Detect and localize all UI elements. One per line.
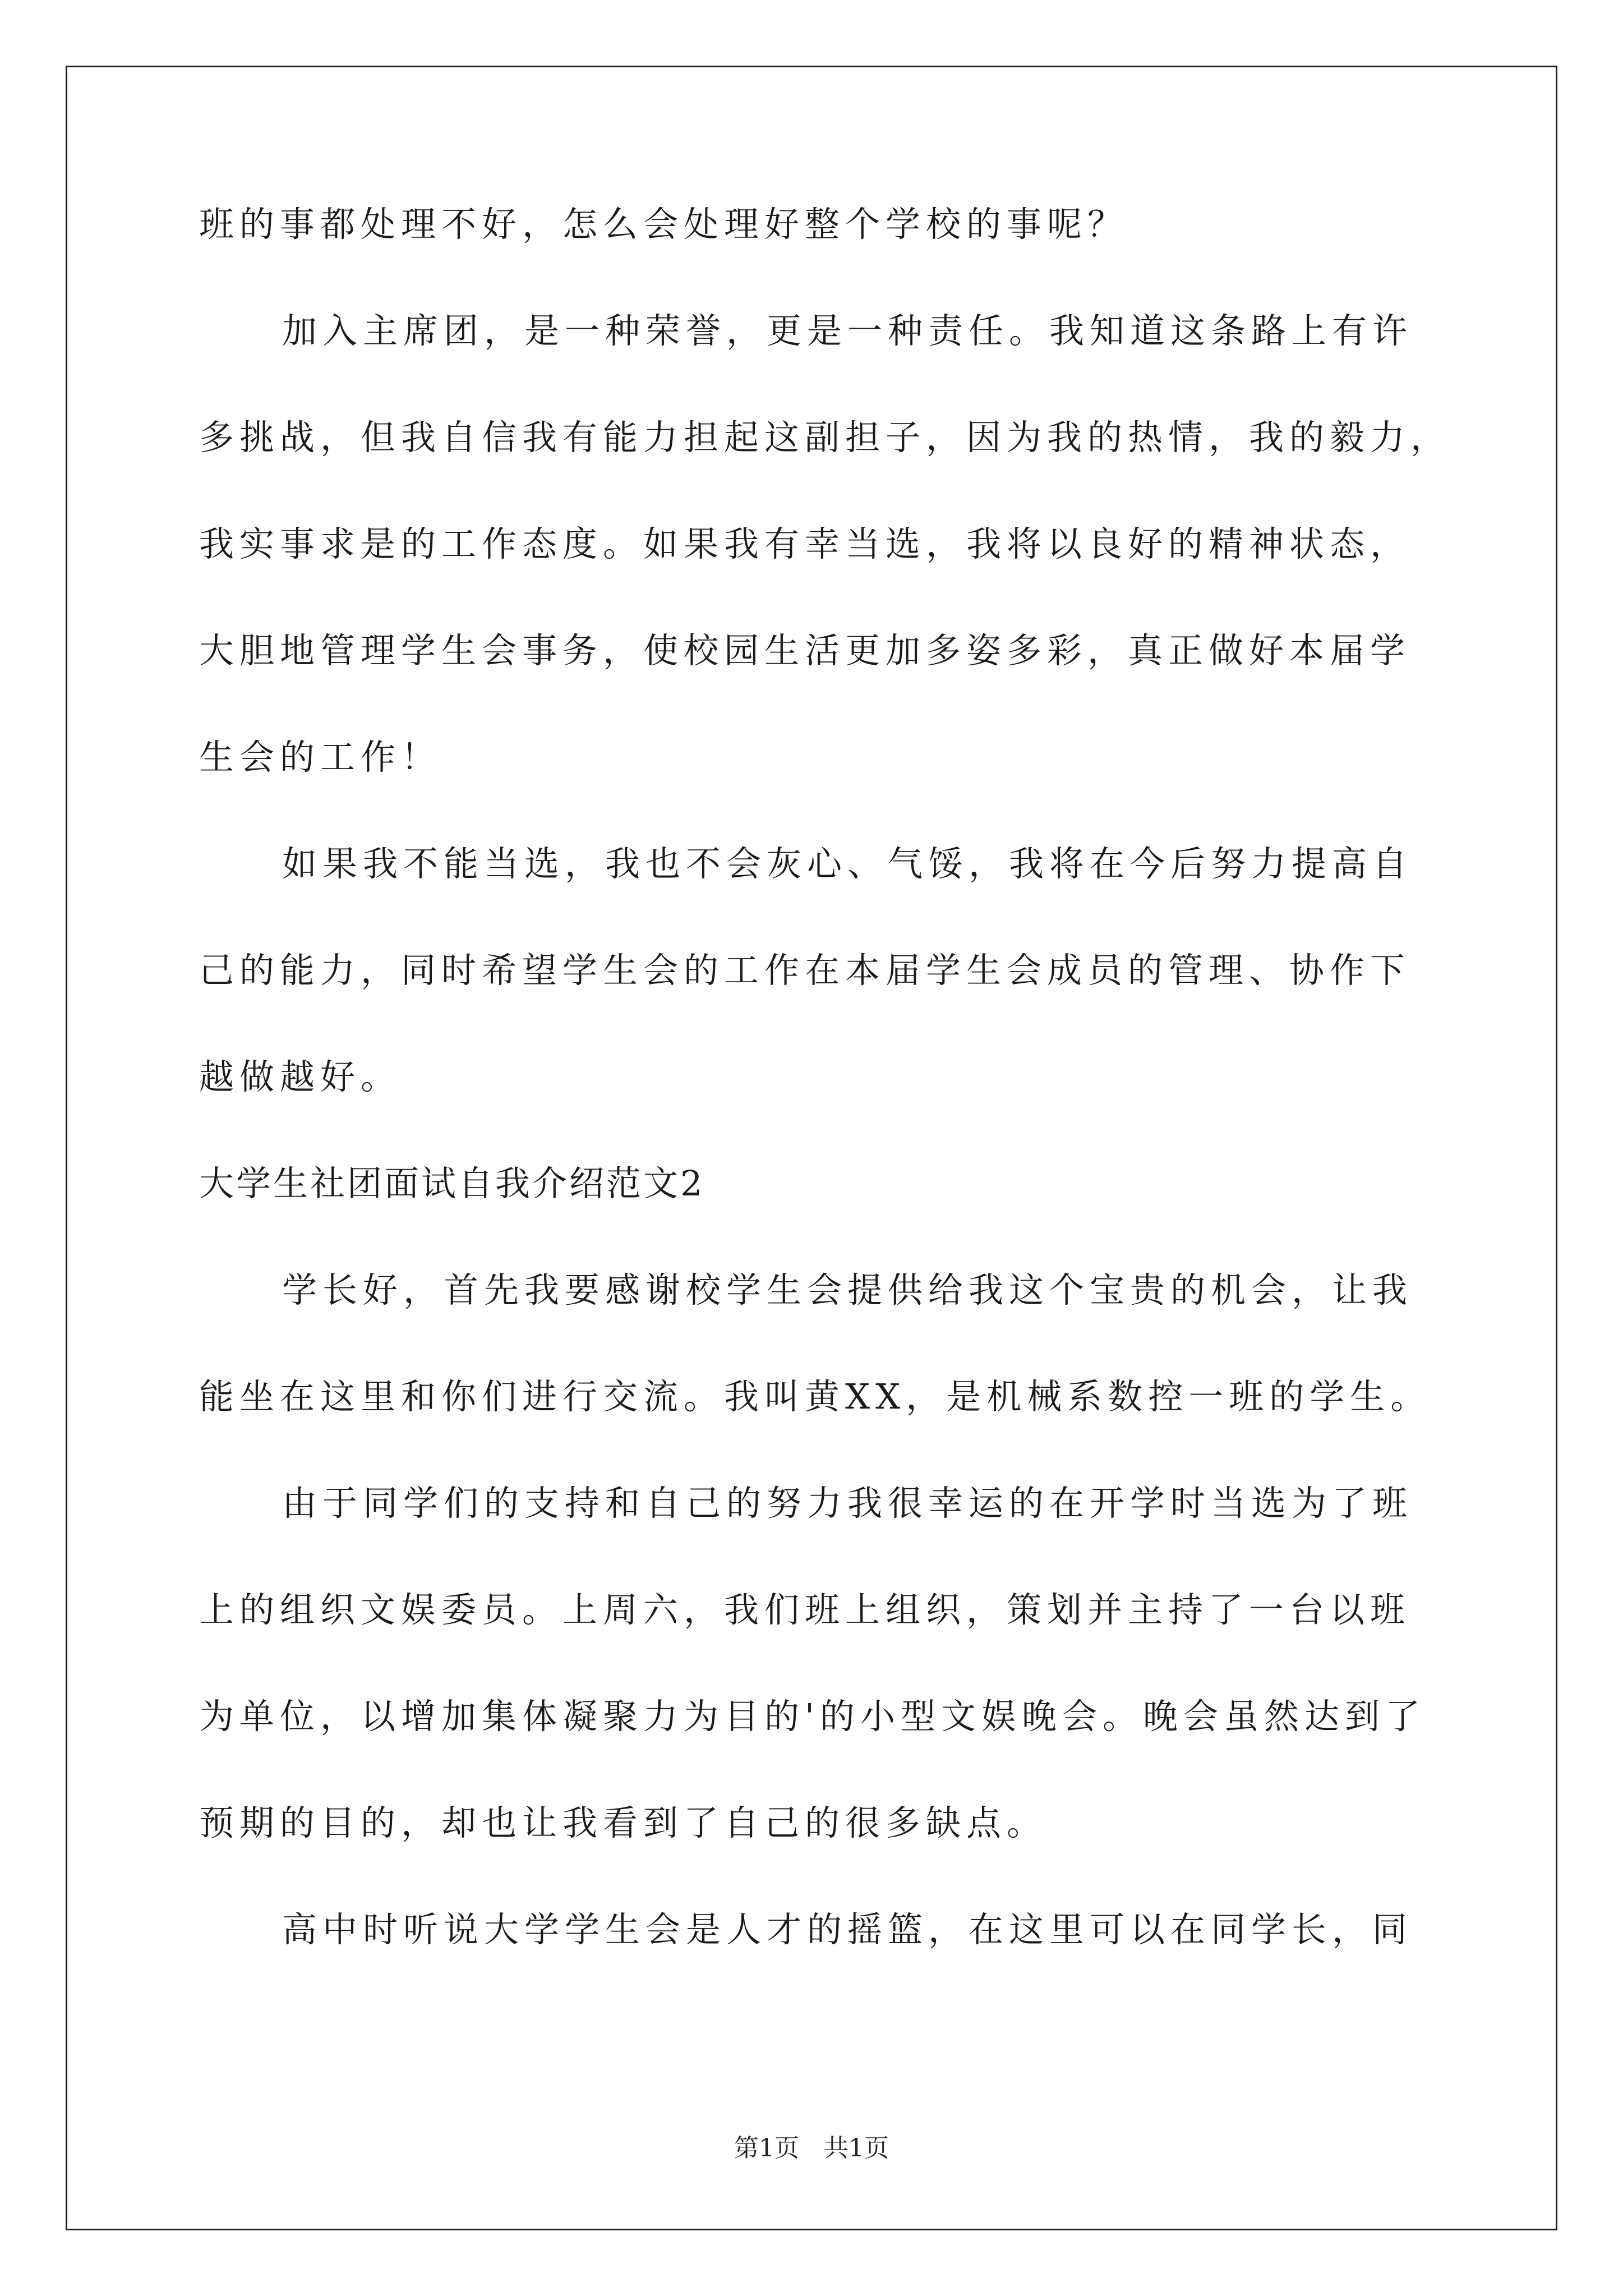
text-line: 我实事求是的工作态度。如果我有幸当选，我将以良好的精神状态， <box>199 523 1411 564</box>
text-line: 生会的工作！ <box>199 737 442 777</box>
text-line: 加入主席团，是一种荣誉，更是一种责任。我知道这条路上有许 <box>282 310 1413 351</box>
text-line: 多挑战，但我自信我有能力担起这副担子，因为我的热情，我的毅力， <box>199 417 1451 458</box>
page-border <box>66 66 1557 2230</box>
text-line: 预期的目的，却也让我看到了自己的很多缺点。 <box>199 1802 1048 1843</box>
text-line: 由于同学们的支持和自己的努力我很幸运的在开学时当选为了班 <box>282 1483 1413 1524</box>
text-line: 己的能力，同时希望学生会的工作在本届学生会成员的管理、协作下 <box>199 950 1411 991</box>
text-line: 能坐在这里和你们进行交流。我叫黄XX，是机械系数控一班的学生。 <box>199 1376 1431 1417</box>
text-line: 为单位，以增加集体凝聚力为目的'的小型文娱晚会。晚会虽然达到了 <box>199 1696 1426 1737</box>
text-line: 班的事都处理不好，怎么会处理好整个学校的事呢？ <box>199 204 1128 245</box>
text-line: 如果我不能当选，我也不会灰心、气馁，我将在今后努力提高自 <box>282 843 1413 884</box>
text-line: 越做越好。 <box>199 1056 402 1097</box>
text-line: 大胆地管理学生会事务，使校园生活更加多姿多彩，真正做好本届学 <box>199 630 1411 671</box>
text-line: 高中时听说大学学生会是人才的摇篮，在这里可以在同学长，同 <box>282 1909 1413 1950</box>
text-line: 学长好，首先我要感谢校学生会提供给我这个宝贵的机会，让我 <box>282 1269 1413 1310</box>
page-footer: 第1页 共1页 <box>734 2134 889 2162</box>
section-heading: 大学生社团面试自我介绍范文2 <box>199 1163 705 1204</box>
text-line: 上的组织文娱委员。上周六，我们班上组织，策划并主持了一台以班 <box>199 1589 1411 1630</box>
